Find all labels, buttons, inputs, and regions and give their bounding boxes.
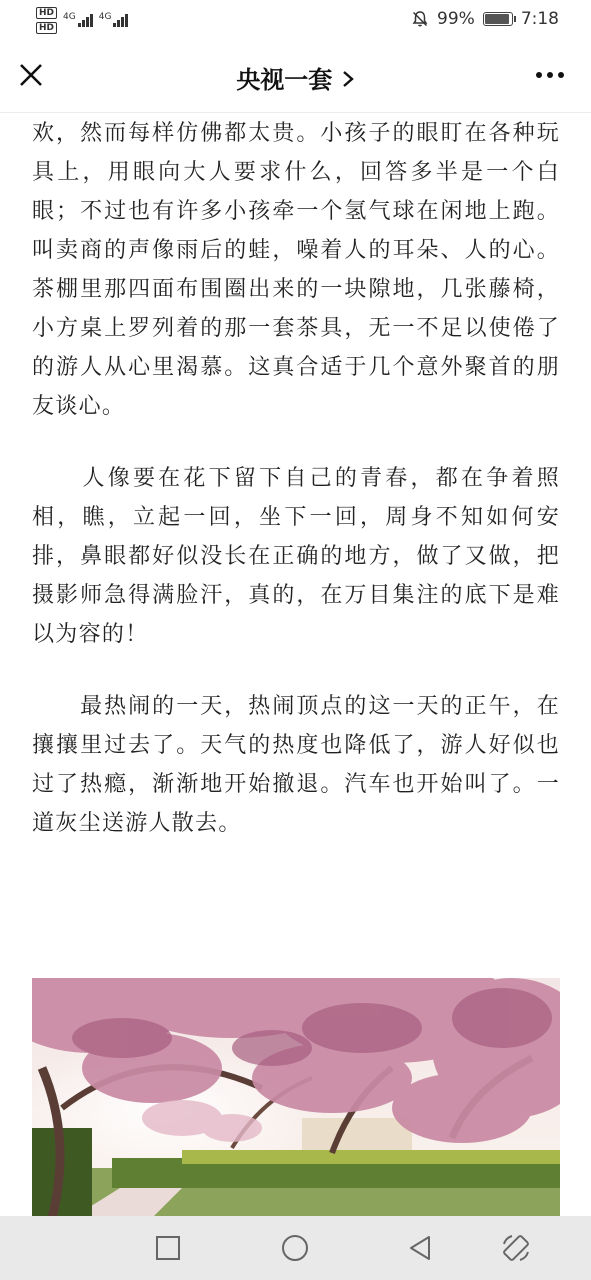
battery-percent: 99% bbox=[437, 9, 475, 29]
mute-bell-icon bbox=[411, 10, 429, 28]
account-title-link[interactable] bbox=[0, 60, 591, 95]
rotate-icon[interactable] bbox=[500, 1232, 532, 1264]
paragraph-3: 最热闹的一天，热闹顶点的这一天的正午，在攘攘里过去了。天气的热度也降低了，游人好似也过了热瘾，渐渐地开始撤退。汽车也开始叫了。一道灰尘送游人散去。 bbox=[32, 694, 560, 836]
hd-indicators bbox=[36, 7, 57, 34]
signal-1 bbox=[63, 13, 93, 27]
cherry-blossom-image bbox=[32, 978, 560, 1218]
signal-2 bbox=[99, 13, 129, 27]
more-icon[interactable] bbox=[533, 62, 567, 88]
signal-bars-2-icon bbox=[113, 13, 128, 27]
status-bar bbox=[0, 0, 591, 40]
network-type-1: 4G bbox=[63, 12, 76, 22]
square-icon[interactable] bbox=[152, 1232, 184, 1264]
status-left bbox=[36, 5, 128, 35]
hd-badge-2: HD bbox=[36, 22, 57, 34]
triangle-back-icon[interactable] bbox=[405, 1232, 437, 1264]
chevron-right-icon bbox=[341, 69, 355, 89]
clock: 7:18 bbox=[520, 9, 559, 29]
article-photo[interactable] bbox=[32, 978, 560, 1218]
network-type-2: 4G bbox=[98, 12, 112, 22]
hd-badge-1: HD bbox=[36, 7, 57, 19]
system-nav-bar bbox=[0, 1216, 591, 1280]
navbar bbox=[0, 40, 591, 113]
battery-icon bbox=[483, 12, 513, 26]
status-right bbox=[411, 9, 559, 29]
paragraph-2: 人像要在花下留下自己的青春，都在争着照相，瞧，立起一回，坐下一回，周身不知如何安排，鼻眼都好似没长在正确的地方，做了又做，把摄影师急得满脸汗，真的，在万目集注的底下是难以为容的！ bbox=[32, 466, 560, 647]
paragraph-1: 欢，然而每样仿佛都太贵。小孩子的眼盯在各种玩具上，用眼向大人要求什么，回答多半是一个白眼；不过也有许多小孩牵一个氢气球在闲地上跑。叫卖商的声像雨后的蛙，噪着人的耳朵、人的心。茶棚里那四面布围圈出来的一块隙地，几张藤椅，小方桌上罗列着的那一套茶具，无一不足以使倦了的游人从心里渴慕。这真合适于几个意外聚首的朋友谈心。 bbox=[32, 121, 560, 419]
battery-fill bbox=[485, 14, 509, 24]
article-body bbox=[32, 112, 560, 843]
circle-icon[interactable] bbox=[279, 1232, 311, 1264]
signal-bars-1-icon bbox=[78, 13, 93, 27]
page-title: 央视一套 bbox=[236, 66, 333, 94]
